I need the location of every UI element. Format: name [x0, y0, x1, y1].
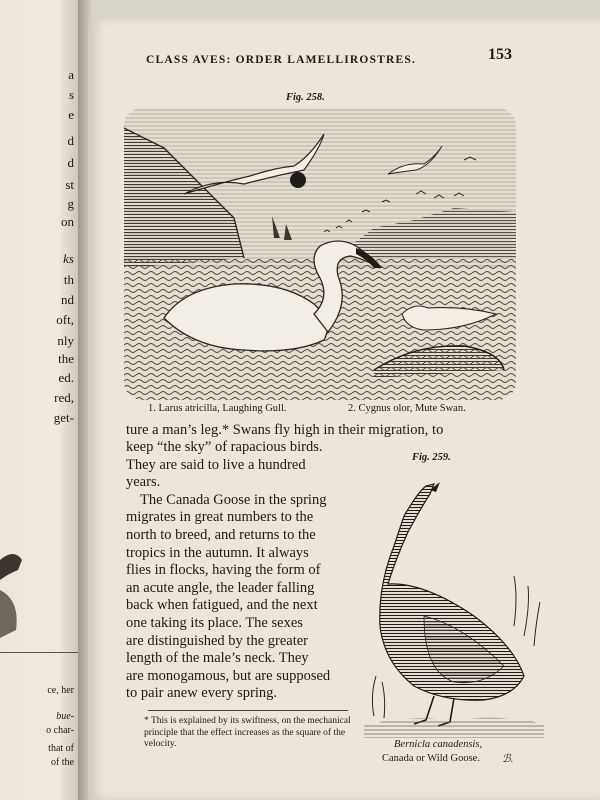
body-text-column: [126, 439, 330, 703]
figure-259-caption-2: Canada or Wild Goose.: [382, 753, 480, 764]
margin-fragment: a: [68, 67, 74, 82]
text-line: tropics in the autumn. It always: [126, 544, 309, 561]
figure-258-caption-gull: [148, 403, 287, 414]
text-line: keep “the sky” of rapacious birds.: [126, 439, 323, 455]
text-line: length of the male’s neck. They: [126, 650, 309, 667]
margin-fragment: that of: [48, 743, 74, 754]
margin-fragment: nly: [57, 333, 74, 348]
text-line: back when fatigued, and the next: [126, 597, 318, 614]
margin-fragment: the: [58, 351, 74, 366]
margin-fragment: ks: [63, 251, 74, 266]
margin-fragment: red,: [54, 390, 74, 405]
facing-page-rule: [0, 652, 82, 653]
text-line: years.: [126, 474, 161, 491]
text-line: an acute angle, the leader falling: [126, 579, 315, 596]
text-line: north to breed, and returns to the: [126, 526, 316, 543]
facing-page-edge: [0, 0, 82, 800]
gull-and-swan-engraving: [124, 108, 516, 400]
margin-fragment: nd: [61, 292, 74, 307]
margin-fragment: d: [67, 155, 74, 170]
canada-goose-engraving: [364, 476, 544, 738]
margin-fragment: s: [68, 87, 74, 102]
figure-259-label: Fig. 259.: [412, 452, 451, 463]
margin-fragment: ed.: [58, 370, 74, 385]
text-line: are distinguished by the greater: [126, 632, 308, 649]
text-line: They are said to live a hundred: [126, 456, 306, 473]
page-number: 153: [488, 46, 512, 63]
text-line: are monogamous, but are supposed: [126, 667, 331, 684]
margin-fragment: d: [67, 133, 74, 148]
figure-258-label: Fig. 258.: [286, 92, 325, 103]
margin-fragment: of the: [50, 757, 74, 768]
figure-258-caption-2: 2. Cygnus olor, Mute Swan.: [348, 403, 466, 414]
figure-258-caption-1: 1. Larus atricilla, Laughing Gull.: [148, 403, 287, 414]
margin-fragment: st: [65, 177, 74, 192]
text-line: migrates in great numbers to the: [126, 509, 314, 526]
margin-fragment: on: [61, 214, 74, 229]
margin-fragment: bue-: [56, 711, 74, 722]
figure-258-caption-swan: [348, 403, 466, 414]
book-page: [88, 18, 600, 800]
margin-fragment: oft,: [56, 312, 74, 327]
engraver-mark: ℬ.: [502, 753, 514, 765]
footnote: * This is explained by its swiftness, on the mechanical principle that the effect increases as the square of the velocity.: [144, 716, 351, 749]
margin-fragment: get-: [53, 410, 74, 425]
figure-259-caption-1: Bernicla canadensis,: [394, 739, 483, 750]
body-text-full-width: [126, 422, 443, 440]
text-line: one taking its place. The sexes: [126, 614, 303, 631]
margin-fragment: e: [68, 107, 74, 122]
text-line: The Canada Goose in the spring: [140, 491, 327, 508]
footnote-rule: [148, 710, 348, 711]
margin-fragment: th: [63, 272, 74, 287]
margin-fragment: o char-: [46, 725, 74, 736]
margin-fragment: g: [67, 196, 74, 211]
facing-page-illustration: [0, 530, 30, 640]
running-head: CLASS AVES: ORDER LAMELLIROSTRES.: [146, 54, 417, 66]
text-line: to pair anew every spring.: [126, 685, 277, 702]
text-line: flies in flocks, having the form of: [126, 562, 321, 579]
margin-fragment: ce, her: [47, 685, 74, 696]
text-line: ture a man’s leg.* Swans fly high in their migration, to: [126, 422, 444, 438]
